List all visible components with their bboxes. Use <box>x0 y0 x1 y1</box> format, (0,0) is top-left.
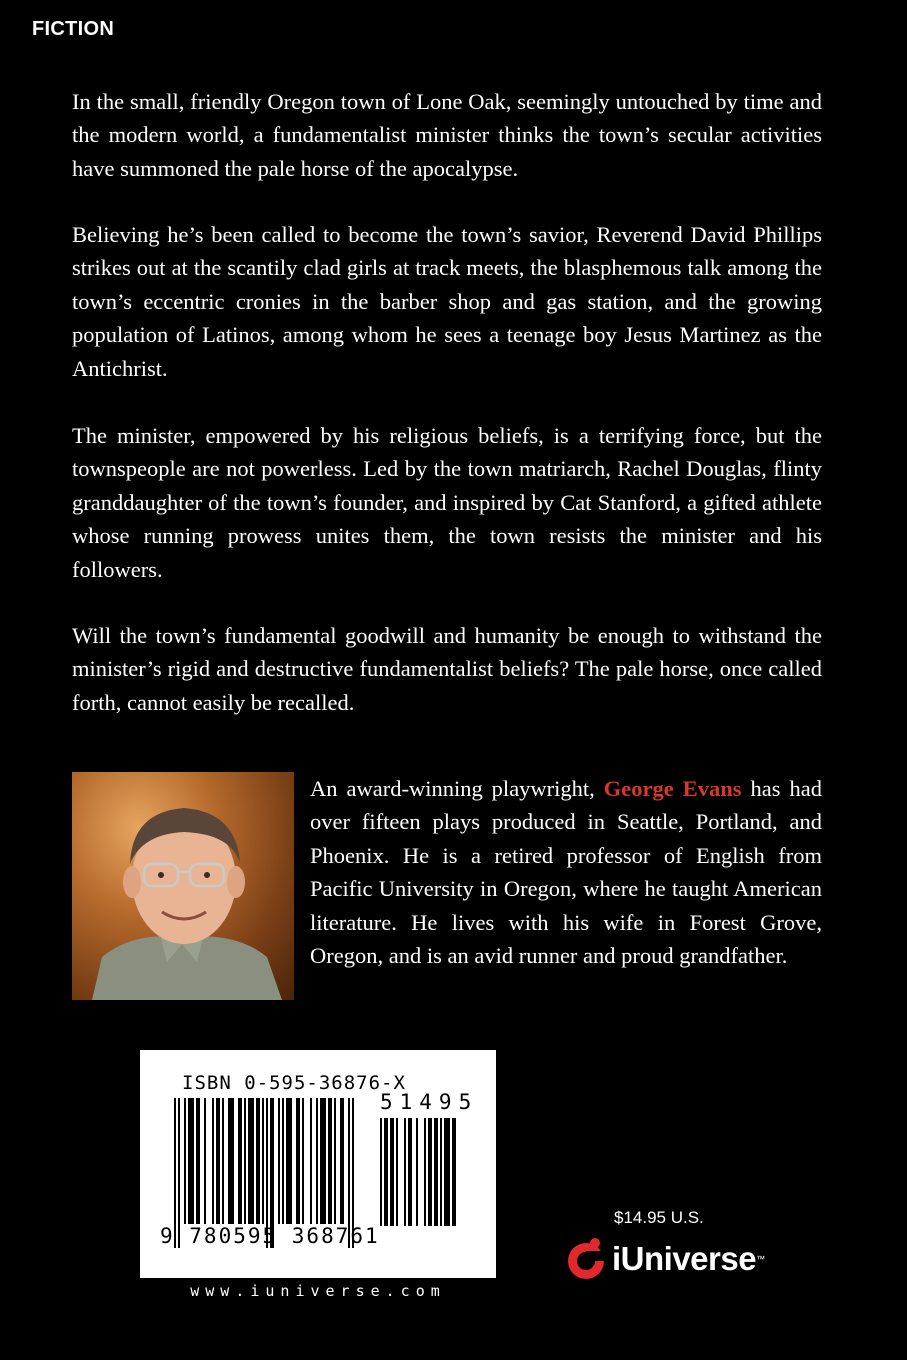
barcode-panel <box>140 1050 496 1278</box>
genre-label: FICTION <box>32 18 115 40</box>
price-barcode <box>380 1118 456 1226</box>
blurb-paragraph-2: Believing he’s been called to become the town’s savior, Reverend David Phillips strikes out at the scantily clad girls at track meets, the blasphemous talk among the town’s eccentric cronies in the barber shop and gas station, and the growing population of Latinos, among whom he sees a teenage boy Jesus Martinez as the Antichrist. <box>72 222 822 381</box>
blurb-paragraph-4: Will the town’s fundamental goodwill and humanity be enough to withstand the minister’s rigid and destructive fundamentalist beliefs? The pale horse, once called forth, cannot easily be recalled. <box>72 623 822 715</box>
author-photo <box>72 772 294 1000</box>
publisher-logo-icon <box>566 1237 606 1281</box>
website-url: www.iuniverse.com <box>190 1282 446 1300</box>
price-label: $14.95 U.S. <box>614 1208 704 1227</box>
publisher-logo <box>566 1236 765 1282</box>
barcode-bar <box>452 1118 456 1226</box>
author-portrait-image <box>72 772 294 1000</box>
publisher-name: iUniverse <box>612 1240 757 1277</box>
author-name: George Evans <box>603 776 742 801</box>
author-bio <box>310 772 822 972</box>
price-code-text: 51495 <box>380 1090 479 1114</box>
ean-digits: 9 780595 368761 <box>160 1224 380 1248</box>
bio-intro: An award-winning playwright, <box>310 776 604 801</box>
bio-text: has had over fifteen plays produced in Seattle, Portland, and Phoenix. He is a retired professor of English from Pacific University in Oregon, where he taught American literature. He lives with his wife in Forest Grove, Oregon, and is an avid runner and proud grandfather. <box>310 776 822 969</box>
trademark-mark: ™ <box>756 1254 766 1264</box>
blurb-paragraph-1: In the small, friendly Oregon town of Lone Oak, seemingly untouched by time and the modern world, a fundamentalist minister thinks the town’s secular activities have summoned the pale horse of the apocalypse. <box>72 89 822 181</box>
blurb-paragraph-3: The minister, empowered by his religious beliefs, is a terrifying force, but the townspeople are not powerless. Led by the town matriarch, Rachel Douglas, flinty granddaughter of the town’s founder, and inspired by Cat Stanford, a gifted athlete whose running prowess unites them, the town resists the minister and his followers. <box>72 423 822 582</box>
isbn-text: ISBN 0-595-36876-X <box>182 1072 406 1094</box>
